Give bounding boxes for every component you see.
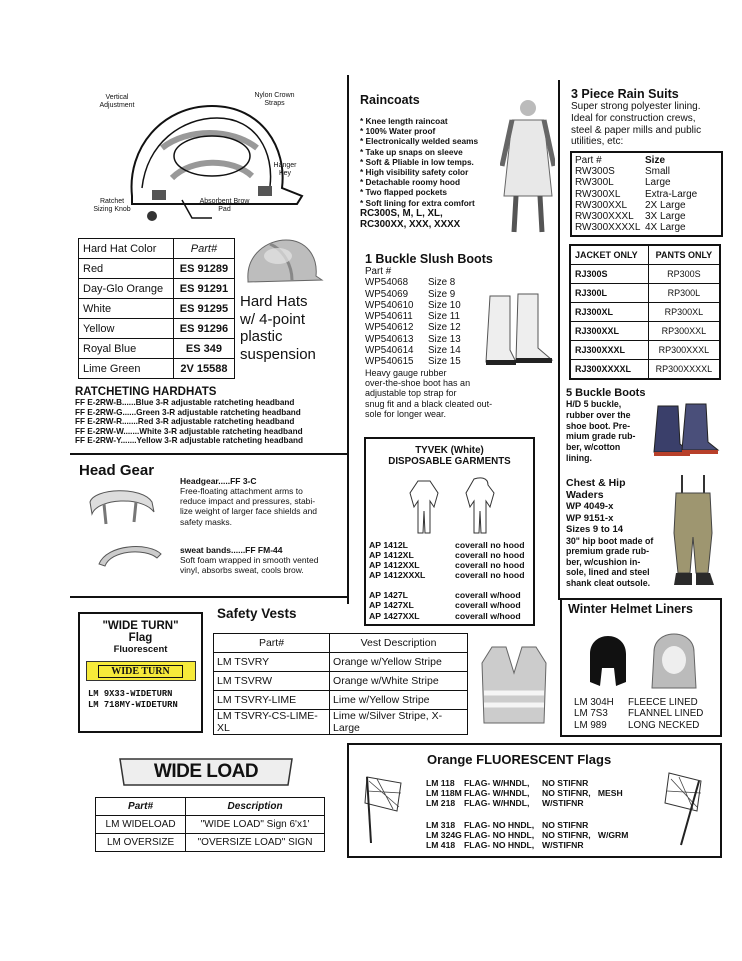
desc-line: H/D 5 buckle,	[566, 399, 622, 409]
orange-flags-box	[347, 743, 722, 858]
table-row	[214, 672, 468, 691]
table-row	[214, 691, 468, 710]
list-item: * Soft lining for extra comfort	[360, 197, 475, 208]
part-cell: WP540611	[365, 311, 413, 323]
tyvek-subtitle: DISPOSABLE GARMENTS	[388, 456, 511, 467]
table-row	[214, 710, 468, 735]
part-line: WP 9151-x	[566, 512, 614, 524]
list-item	[426, 820, 628, 830]
part-cell: LM TSVRY	[214, 653, 330, 672]
list-item: * High visibility safety color	[360, 167, 469, 178]
helmet-diagram	[92, 88, 307, 228]
raincoat-image	[500, 96, 555, 236]
part-cell: WP540612	[365, 322, 414, 334]
desc-line: snug fit and a black cleated out-	[365, 398, 493, 409]
wide-turn-title: "WIDE TURN"	[102, 620, 179, 632]
size-cell: Size 11	[428, 311, 460, 323]
list-item	[369, 611, 529, 621]
desc-cell: Lime w/Silver Stripe, X-Large	[330, 710, 468, 735]
list-item: * Soft & Pliable in low temps.	[360, 156, 474, 167]
size-cell: Size 10	[428, 299, 461, 311]
jacket-cell: RJ300XL	[570, 303, 648, 322]
liner-images	[580, 624, 710, 694]
wide-turn-box	[78, 612, 203, 733]
part-cell: LM TSVRY-CS-LIME-XL	[214, 710, 330, 735]
head-gear-title: Head Gear	[79, 462, 155, 479]
jacket-cell: RJ300XXL	[570, 322, 648, 341]
list-item	[426, 830, 628, 840]
size-cell: Size 15	[428, 356, 461, 368]
headgear-part: Headgear.....FF 3-C	[180, 476, 257, 486]
part-cell: LM OVERSIZE	[96, 834, 186, 852]
part-cell: AP 1412XXXL	[369, 570, 426, 581]
header-jacket: JACKET ONLY	[570, 245, 648, 265]
waders-image	[668, 473, 718, 588]
part-cell: AP 1412XL	[369, 550, 414, 561]
list-item: FF E-2RW-B......Blue 3-R adjustable ratcheting headband	[75, 398, 295, 407]
option-cell: W/STIFNR	[542, 798, 584, 808]
waders-title: Chest & Hip	[566, 477, 626, 489]
header-hard-hat-color: Hard Hat Color	[79, 239, 174, 259]
list-item	[426, 778, 628, 788]
desc-line: ber, w/cushion in-	[566, 556, 641, 567]
rain-suits-size-table	[570, 151, 723, 237]
desc-line: reduce impact and pressures, stabi-	[180, 496, 316, 507]
part-cell: LM WIDELOAD	[96, 816, 186, 834]
table-row	[79, 279, 235, 299]
size-cell: Size 12	[428, 322, 461, 334]
wide-load-banner-text: WIDE LOAD	[153, 761, 259, 782]
header-desc: Description	[186, 798, 325, 816]
type-cell: FLAG- NO HNDL,	[464, 830, 535, 840]
table-row	[570, 322, 720, 341]
headgear-image	[84, 484, 159, 526]
label-nylon-crown-straps: Nylon Crown Straps	[254, 92, 295, 107]
list-item	[369, 590, 529, 600]
part-cell: ES 91291	[173, 279, 234, 299]
part-cell: LM 324G	[426, 830, 462, 840]
column-divider-left	[347, 75, 349, 604]
list-item: * 100% Water proof	[360, 126, 436, 137]
option-cell: NO STIFNR	[542, 778, 589, 788]
part-cell: AP 1427XXL	[369, 610, 420, 621]
part-cell: WP540610	[365, 299, 414, 311]
list-item: * Knee length raincoat	[360, 116, 448, 126]
part-cell: LM 418	[426, 840, 456, 850]
desc-line: Super strong polyester lining.	[571, 101, 701, 112]
desc-line: Heavy gauge rubber	[365, 367, 447, 378]
pants-cell: RP300XL	[648, 303, 720, 322]
part-cell: AP 1412XXL	[369, 560, 420, 571]
desc-line: 30" hip boot made of	[566, 535, 654, 546]
desc-cell: Orange w/Yellow Stripe	[330, 653, 468, 672]
type-cell: FLAG- NO HNDL,	[464, 840, 535, 850]
type-cell: FLAG- W/HNDL,	[464, 778, 530, 788]
header-part: Part#	[173, 239, 234, 259]
list-item	[426, 798, 628, 808]
option-cell: W/STIFNR	[542, 840, 584, 850]
desc-cell: "OVERSIZE LOAD" SIGN	[186, 834, 325, 852]
list-item: * Take up snaps on sleeve	[360, 146, 463, 157]
desc-line: utilities, etc:	[571, 136, 624, 148]
table-row	[570, 303, 720, 322]
desc-line: steel & paper mills and public	[571, 124, 702, 136]
part-cell: WP540615	[365, 356, 414, 368]
winter-liners-box	[560, 598, 722, 737]
table-row	[79, 339, 235, 359]
buckle5-section	[566, 387, 651, 464]
color-cell: Lime Green	[79, 359, 174, 379]
table-header-row	[96, 798, 325, 816]
list-item	[369, 560, 529, 570]
size-cell: Large	[645, 177, 671, 189]
part-cell: AP 1427XL	[369, 600, 414, 611]
table-row	[79, 259, 235, 279]
desc-line: shank cleat outsole.	[566, 577, 651, 588]
part-label: Part #	[365, 266, 392, 277]
rain-suits-title: 3 Piece Rain Suits	[571, 87, 679, 101]
safety-vests-title: Safety Vests	[217, 606, 297, 621]
desc-cell: LONG NECKED	[628, 719, 700, 731]
list-item	[369, 570, 529, 580]
desc-cell: coverall w/hood	[455, 590, 521, 601]
part-cell: RW300L	[575, 177, 614, 189]
size-cell: 3X Large	[645, 211, 686, 223]
part-cell: ES 91296	[173, 319, 234, 339]
desc-line: adjustable top strap for	[365, 388, 457, 399]
color-cell: Yellow	[79, 319, 174, 339]
desc-cell: FLEECE LINED	[628, 697, 698, 708]
table-row	[214, 653, 468, 672]
raincoats-title: Raincoats	[360, 93, 420, 107]
color-cell: Day-Glo Orange	[79, 279, 174, 299]
jacket-cell: RJ300XXXXL	[570, 360, 648, 380]
caption-line: w/ 4-point	[240, 310, 306, 328]
header-part: Part#	[214, 634, 330, 653]
table-row	[570, 284, 720, 303]
safety-vests-table	[213, 633, 468, 735]
color-cell: Red	[79, 259, 174, 279]
list-item	[369, 600, 529, 610]
part-cell: ES 91295	[173, 299, 234, 319]
size-cell: Size 14	[428, 345, 461, 357]
desc-line: safety masks.	[180, 516, 232, 527]
caption-line: suspension	[240, 345, 316, 363]
table-row	[575, 211, 721, 222]
jacket-pants-table	[569, 244, 721, 380]
color-cell: Royal Blue	[79, 339, 174, 359]
part-cell: LM TSVRY-LIME	[214, 691, 330, 710]
table-row	[570, 265, 720, 284]
part-cell: LM 7S3	[574, 708, 608, 720]
headgear-info	[180, 476, 345, 527]
list-item	[574, 708, 703, 719]
label-vertical-adjustment: Vertical Adjustment	[99, 94, 135, 109]
tyvek-title: TYVEK (White)	[415, 445, 484, 456]
desc-line: rubber over the	[566, 409, 631, 420]
part-cell: LM TSVRW	[214, 672, 330, 691]
vest-image	[478, 643, 550, 728]
divider-headgear-vests	[70, 596, 349, 598]
desc-line: premium grade rub-	[566, 546, 650, 557]
size-cell: Small	[645, 166, 671, 178]
list-item: * Electronically welded seams	[360, 136, 479, 147]
label-ratchet-sizing-knob: Ratchet Sizing Knob	[93, 198, 131, 213]
part-cell: ES 91289	[173, 259, 234, 279]
wide-load-banner	[116, 755, 296, 789]
header-part: Part #	[575, 155, 602, 166]
table-row	[575, 189, 721, 200]
desc-cell: FLANNEL LINED	[628, 708, 704, 720]
wide-turn-flag-text: WIDE TURN	[98, 665, 182, 678]
label-absorbent-brow-pad: Absorbent Brow Pad	[199, 198, 250, 213]
slush-boots-image	[480, 290, 555, 370]
option-cell: NO STIFNR, W/GRM	[542, 830, 629, 840]
hard-hats-caption	[240, 293, 316, 363]
part-cell: LM 304H	[574, 697, 614, 708]
pants-cell: RP300XXXL	[648, 341, 720, 360]
desc-line: shoe boot. Pre-	[566, 420, 631, 431]
table-row	[79, 359, 235, 379]
list-item	[369, 550, 529, 560]
table-row	[570, 360, 720, 380]
desc-line: mium grade rub-	[566, 431, 636, 442]
table-row	[79, 299, 235, 319]
option-cell: NO STIFNR	[542, 820, 589, 830]
part-cell: WP54068	[365, 277, 409, 289]
wide-turn-flag	[86, 661, 196, 681]
desc-line: Soft foam wrapped in smooth vented	[180, 555, 319, 565]
desc-cell: "WIDE LOAD" Sign 6'x1'	[186, 816, 325, 834]
pants-cell: RP300XXL	[648, 322, 720, 341]
part-cell: RW300S	[575, 166, 615, 178]
header-pants: PANTS ONLY	[648, 245, 720, 265]
desc-cell: coverall w/hood	[455, 610, 521, 621]
part-cell: LM 218	[426, 798, 456, 808]
winter-liners-title: Winter Helmet Liners	[568, 602, 693, 616]
list-item: * Detachable roomy hood	[360, 177, 461, 188]
label-hanger-key: Hanger Key	[273, 162, 297, 177]
type-cell: FLAG- W/HNDL,	[464, 788, 530, 798]
part-cell: RW300XXL	[575, 199, 628, 211]
part-cell: WP540614	[365, 345, 414, 357]
table-row	[575, 166, 721, 177]
column-divider-right	[558, 80, 560, 600]
header-desc: Vest Description	[330, 634, 468, 653]
part-cell: RW300XL	[575, 188, 621, 200]
list-item: FF E-2RW-R.......Red 3-R adjustable ratcheting headband	[75, 417, 295, 427]
hard-hat-image	[240, 236, 325, 291]
list-item: * Two flapped pockets	[360, 187, 447, 198]
table-header-row	[570, 245, 720, 265]
wide-turn-fluorescent: Fluorescent	[113, 644, 168, 655]
pants-cell: RP300L	[648, 284, 720, 303]
list-item: FF E-2RW-W.......White 3-R adjustable ratcheting headband	[75, 426, 303, 436]
desc-line: ber, w/cotton	[566, 442, 621, 453]
list-item: FF E-2RW-Y.......Yellow 3-R adjustable ratcheting headband	[75, 436, 304, 446]
part-cell: LM 118M	[426, 788, 462, 798]
part-cell: AP 1412L	[369, 540, 408, 550]
jacket-cell: RJ300L	[570, 284, 648, 303]
buckle5-title: 5 Buckle Boots	[566, 387, 646, 399]
desc-line: Free-floating attachment arms to	[180, 486, 303, 496]
desc-cell: coverall no hood	[455, 570, 525, 581]
table-header-row	[214, 634, 468, 653]
raincoats-section	[360, 93, 510, 230]
part-line: LM 718MY-WIDETURN	[88, 699, 178, 710]
table-row	[575, 222, 721, 233]
pants-cell: RP300XXXXL	[648, 360, 720, 380]
part-cell: LM 118	[426, 778, 455, 788]
list-item	[426, 840, 628, 850]
type-cell: FLAG- W/HNDL,	[464, 798, 530, 808]
size-cell: 4X Large	[645, 222, 686, 234]
type-cell: FLAG- NO HNDL,	[464, 820, 535, 830]
table-row	[96, 834, 325, 852]
waders-section	[566, 477, 666, 588]
slush-boots-title: 1 Buckle Slush Boots	[365, 252, 493, 266]
desc-cell: coverall no hood	[455, 560, 525, 571]
ratcheting-title: RATCHETING HARDHATS	[75, 386, 217, 398]
desc-line: over-the-shoe boot has an	[365, 378, 471, 389]
table-row	[575, 177, 721, 188]
table-row	[575, 200, 721, 211]
desc-line: sole for longer wear.	[365, 409, 447, 420]
list-item	[574, 697, 703, 708]
coverall-images	[396, 477, 506, 537]
flag-right-image	[655, 767, 715, 847]
size-cell: 2X Large	[645, 199, 686, 211]
size-cell: Size 8	[428, 277, 456, 289]
header-size: Size	[645, 155, 666, 166]
part-cell: WP540613	[365, 333, 414, 345]
size-cell: Extra-Large	[645, 188, 698, 200]
table-row	[96, 816, 325, 834]
table-header-row	[79, 239, 235, 259]
caption-line: Hard Hats	[240, 293, 308, 310]
wide-turn-subtitle: Flag	[128, 632, 153, 644]
desc-line: vinyl, absorbs sweat, cools brow.	[180, 565, 304, 576]
sizes-line: RC300XX, XXX, XXXX	[360, 218, 461, 230]
part-cell: ES 349	[173, 339, 234, 359]
sizes-line: RC300S, M, L, XL,	[360, 207, 443, 219]
table-header-row	[575, 155, 721, 166]
part-cell: LM 318	[426, 820, 456, 830]
list-item	[426, 788, 628, 798]
option-cell: NO STIFNR, MESH	[542, 788, 623, 798]
desc-line: Ideal for construction crews,	[571, 112, 696, 124]
part-cell: 2V 15588	[173, 359, 234, 379]
waders-title: Waders	[566, 489, 604, 501]
sweatband-part: sweat bands......FF FM-44	[180, 545, 283, 555]
part-line: WP 4049-x	[566, 501, 614, 512]
desc-cell: coverall w/hood	[455, 600, 521, 611]
tyvek-box	[364, 437, 535, 626]
pants-cell: RP300S	[648, 265, 720, 284]
part-cell: RW300XXXL	[575, 211, 634, 223]
desc-cell: Lime w/Yellow Stripe	[330, 691, 468, 710]
part-cell: RW300XXXXL	[575, 222, 641, 234]
part-line: Sizes 9 to 14	[566, 524, 624, 535]
wide-load-table	[95, 797, 325, 852]
header-part: Part#	[96, 798, 186, 816]
color-cell: White	[79, 299, 174, 319]
size-cell: Size 13	[428, 333, 461, 345]
table-row	[570, 341, 720, 360]
flag-left-image	[357, 771, 417, 846]
list-item: FF E-2RW-G......Green 3-R adjustable ratcheting headband	[75, 407, 301, 417]
sweatband-image	[95, 540, 165, 570]
divider-hardhat-headgear	[70, 453, 349, 455]
desc-cell: coverall no hood	[455, 540, 525, 550]
rain-suits-section	[571, 87, 731, 148]
desc-cell: Orange w/White Stripe	[330, 672, 468, 691]
jacket-cell: RJ300XXXL	[570, 341, 648, 360]
part-line: LM 9X33-WIDETURN	[88, 689, 173, 699]
buckle5-image	[650, 402, 720, 457]
jacket-cell: RJ300S	[570, 265, 648, 284]
hard-hat-table	[78, 238, 235, 379]
orange-flags-title: Orange FLUORESCENT Flags	[427, 752, 612, 767]
part-cell: WP54069	[365, 288, 409, 300]
list-item	[365, 277, 555, 288]
desc-line: lining.	[566, 452, 592, 463]
desc-line: sole, lined and steel	[566, 567, 650, 578]
ratcheting-section	[75, 386, 347, 446]
part-cell: LM 989	[574, 719, 607, 731]
caption-line: plastic	[240, 328, 283, 345]
list-item	[369, 540, 529, 550]
table-row	[79, 319, 235, 339]
desc-line: lize weight of larger face shields and	[180, 506, 318, 517]
part-cell: AP 1427L	[369, 590, 408, 601]
desc-cell: coverall no hood	[455, 550, 525, 561]
sweatband-info	[180, 545, 345, 575]
size-cell: Size 9	[428, 288, 456, 300]
list-item	[574, 720, 703, 731]
